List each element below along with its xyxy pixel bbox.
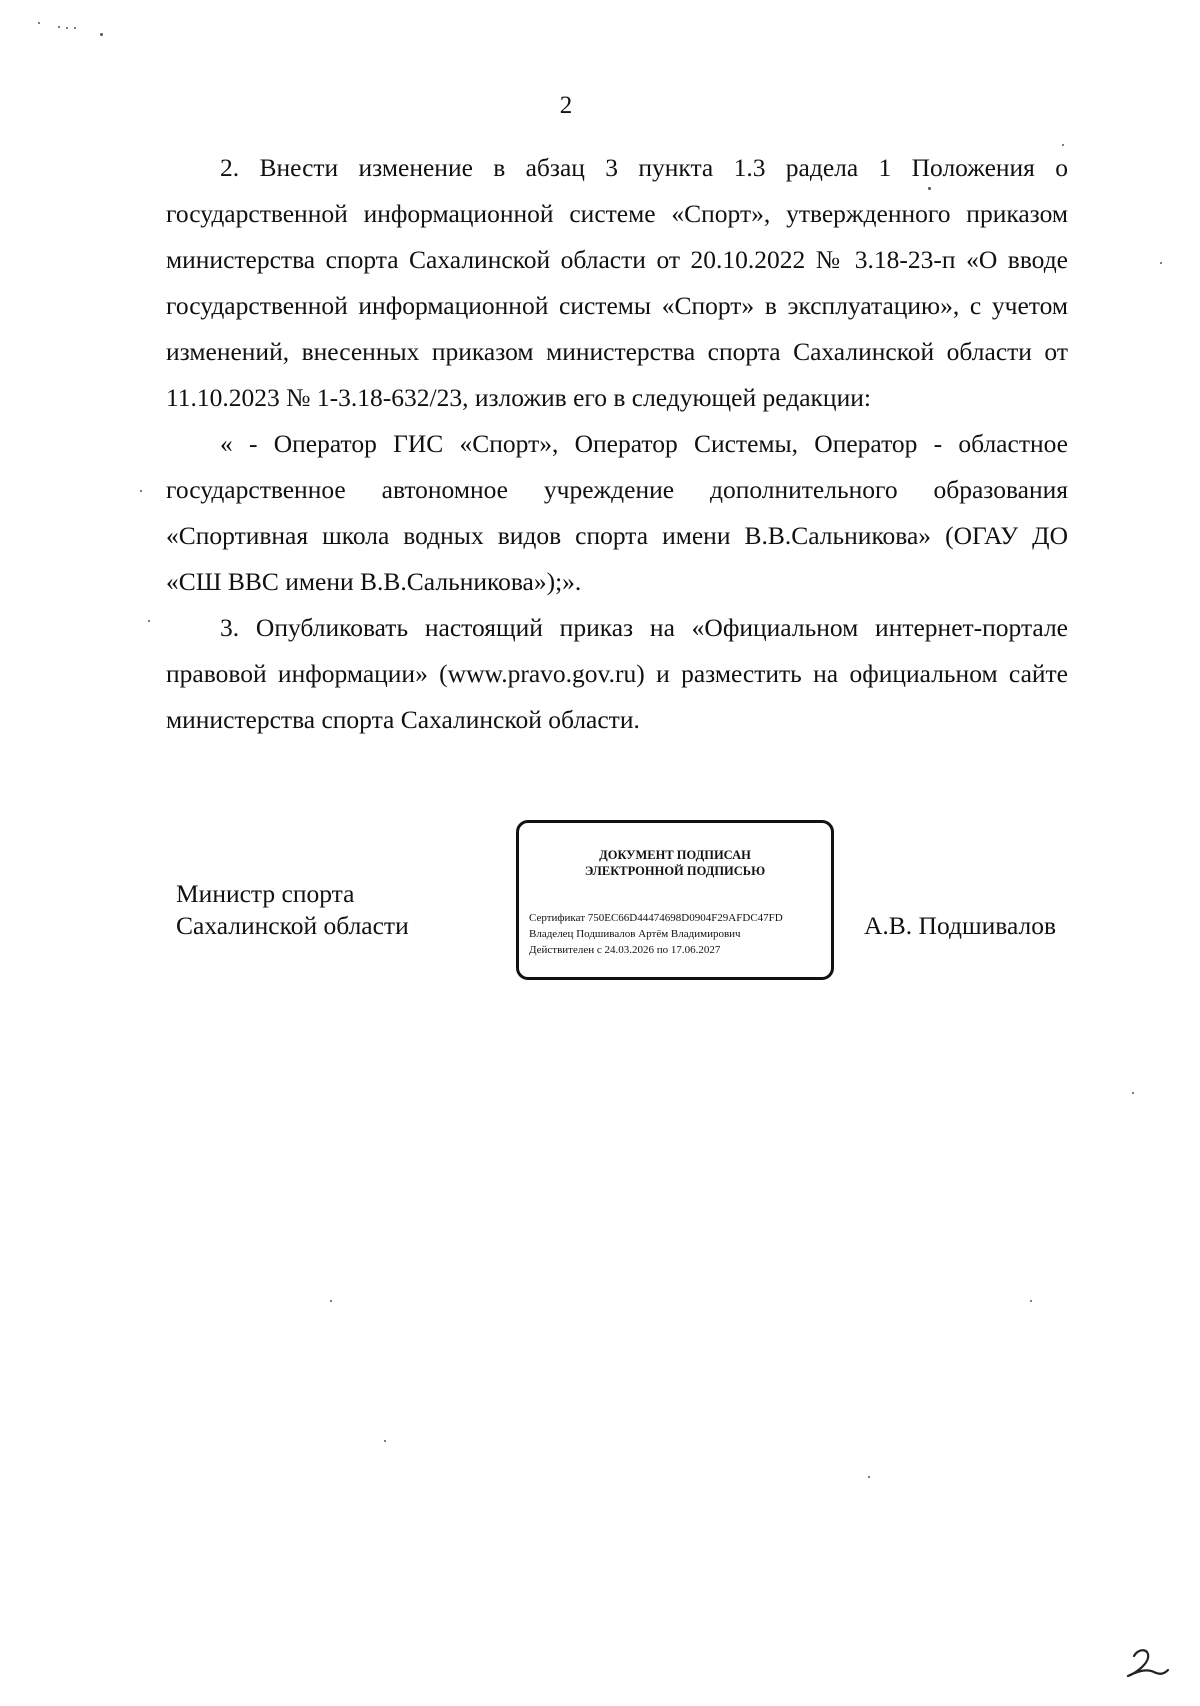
handwritten-page-mark: [1124, 1644, 1172, 1680]
scan-speck: [140, 490, 142, 492]
signer-title: [176, 878, 409, 942]
scan-speck: [928, 187, 931, 190]
document-body: [166, 145, 1068, 743]
scan-speck: [100, 33, 103, 36]
paragraph-operator-definition: « - Оператор ГИС «Спорт», Оператор Системы, Оператор - областное государственное автономное учреждение дополнительного образования «Спортивная школа водных видов спорта имени В.В.Сальникова» (ОГАУ ДО «СШ ВВС имени В.В.Сальникова»);».: [166, 429, 1068, 596]
stamp-certificate: Сертификат 750EC66D44474698D0904F29AFDC47FD: [529, 912, 783, 924]
stamp-heading: [519, 847, 831, 879]
signer-title-line1: Министр спорта: [176, 879, 355, 908]
scan-speck: [1030, 1300, 1032, 1302]
signature-block: [0, 820, 1200, 1010]
page-number: 2: [559, 92, 573, 119]
scan-speck: [1062, 144, 1064, 146]
stamp-validity: Действителен с 24.03.2026 по 17.06.2027: [529, 944, 721, 956]
stamp-owner: Владелец Подшивалов Артём Владимирович: [529, 928, 741, 940]
paragraph-item-2-amendment: 2. Внести изменение в абзац 3 пункта 1.3 радела 1 Положения о государственной информационной системе «Спорт», утвержденного приказом министерства спорта Сахалинской области от 20.10.2022 № 3.18-23-п «О вводе государственной информационной системы «Спорт» в эксплуатацию», с учетом изменений, внесенных приказом министерства спорта Сахалинской области от 11.10.2023 № 1-3.18-632/23, изложив его в следующей редакции:: [166, 153, 1068, 412]
stamp-details: [529, 910, 829, 958]
stamp-heading-line1: ДОКУМЕНТ ПОДПИСАН: [599, 848, 751, 862]
scan-speck: [74, 27, 76, 29]
signer-name: А.В. Подшивалов: [864, 911, 1056, 940]
scan-speck: [384, 1440, 386, 1442]
electronic-signature-stamp: [516, 820, 834, 980]
scan-speck: [148, 620, 150, 622]
scan-speck: [38, 22, 40, 24]
scan-speck: [868, 1476, 870, 1478]
scan-speck: [330, 1300, 332, 1302]
stamp-heading-line2: ЭЛЕКТРОННОЙ ПОДПИСЬЮ: [584, 864, 766, 878]
scan-speck: [1132, 1092, 1134, 1094]
paragraph-item-3-publication: 3. Опубликовать настоящий приказ на «Официальном интернет-портале правовой информации» (www.pravo.gov.ru) и разместить на официальном сайте министерства спорта Сахалинской области.: [166, 613, 1068, 734]
scan-speck: [1160, 262, 1162, 264]
scan-speck: [58, 26, 60, 28]
scan-speck: [66, 27, 68, 29]
signer-title-line2: Сахалинской области: [176, 911, 409, 940]
